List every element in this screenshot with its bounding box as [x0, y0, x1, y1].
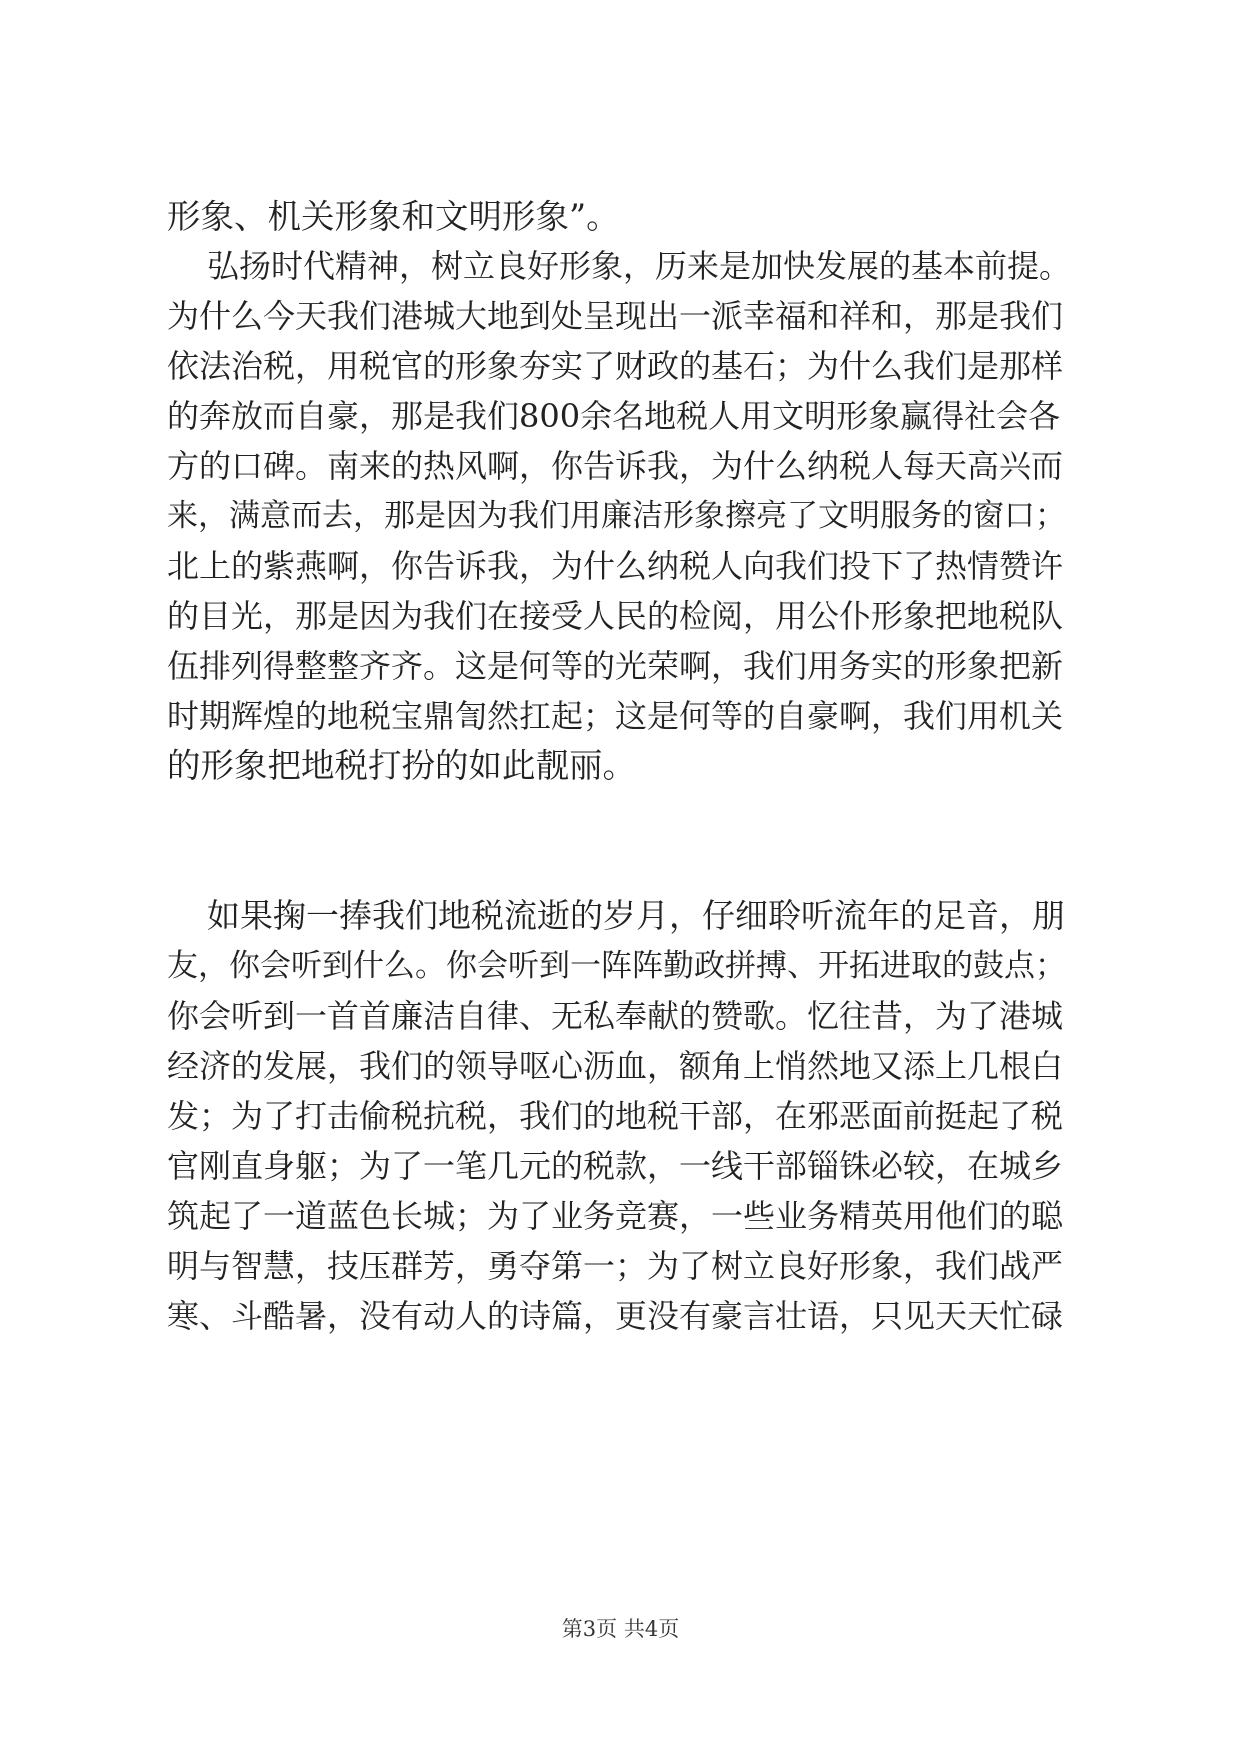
- paragraph-first-line: 弘扬时代精神，树立良好形象，历来是加快发展的基本前提。: [207, 247, 1072, 285]
- text-line: 方的口碑。南来的热风啊，你告诉我，为什么纳税人每天高兴而: [167, 447, 1064, 485]
- text-line: 来，满意而去，那是因为我们用廉洁形象擦亮了文明服务的窗口；: [167, 498, 1066, 534]
- text-line: 依法治税，用税官的形象夯实了财政的基石；为什么我们是那样: [167, 347, 1064, 385]
- text-line: 的奔放而自豪，那是我们800余名地税人用文明形象赢得社会各: [167, 397, 1061, 435]
- page-number-footer: 第3页 共4页: [561, 1617, 680, 1641]
- text-line: 你会听到一首首廉洁自律、无私奉献的赞歌。忆往昔，为了港城: [167, 997, 1064, 1035]
- text-line: 官刚直身躯；为了一笔几元的税款，一线干部锱铢必较，在城乡: [167, 1147, 1064, 1185]
- text-line: 的形象把地税打扮的如此靓丽。: [167, 746, 636, 785]
- text-line: 北上的紫燕啊，你告诉我，为什么纳税人向我们投下了热情赞许: [167, 547, 1064, 585]
- text-line: 为什么今天我们港城大地到处呈现出一派幸福和祥和，那是我们: [167, 297, 1064, 335]
- text-line: 的目光，那是因为我们在接受人民的检阅，用公仆形象把地税队: [167, 597, 1064, 635]
- text-line: 寒、斗酷暑，没有动人的诗篇，更没有豪言壮语，只见天天忙碌: [167, 1297, 1064, 1335]
- text-line: 形象、机关形象和文明形象”。: [167, 197, 620, 236]
- text-line: 经济的发展，我们的领导呕心沥血，额角上悄然地又添上几根白: [167, 1047, 1064, 1085]
- text-line: 时期辉煌的地税宝鼎訇然扛起；这是何等的自豪啊，我们用机关: [167, 697, 1064, 735]
- text-line: 发；为了打击偷税抗税，我们的地税干部，在邪恶面前挺起了税: [167, 1097, 1064, 1135]
- text-line: 伍排列得整整齐齐。这是何等的光荣啊，我们用务实的形象把新: [167, 647, 1064, 685]
- paragraph-first-line: 如果掬一捧我们地税流逝的岁月，仔细聆听流年的足音，朋: [207, 896, 1065, 935]
- text-line: 明与智慧，技压群芳，勇夺第一；为了树立良好形象，我们战严: [167, 1247, 1064, 1285]
- text-line: 筑起了一道蓝色长城；为了业务竞赛，一些业务精英用他们的聪: [167, 1197, 1064, 1235]
- text-line: 友，你会听到什么。你会听到一阵阵勤政拼搏、开拓进取的鼓点；: [167, 948, 1066, 984]
